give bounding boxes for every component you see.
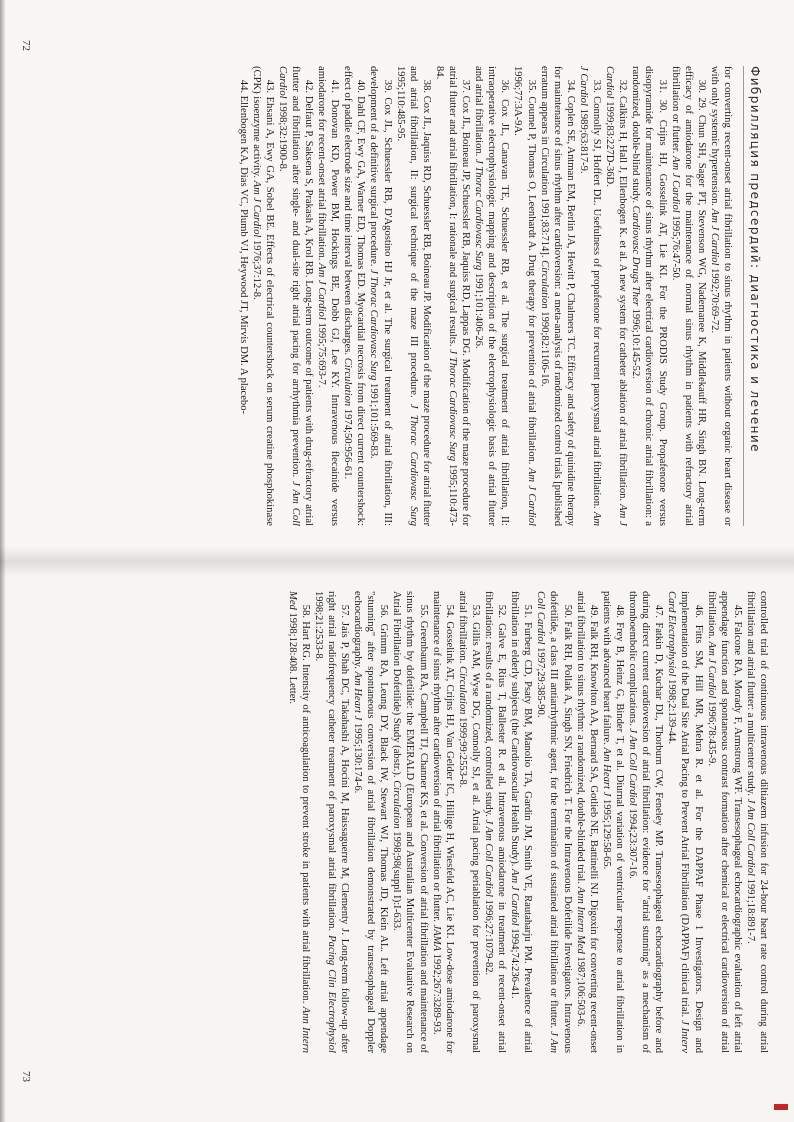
header-rule [743, 66, 744, 526]
citation-details: 1996;78:435-9. [705, 698, 717, 766]
citation-details: 1998;2:139-44. [666, 676, 678, 745]
journal-name: J Thorac Cardiovasc Surg [407, 403, 419, 526]
journal-name: J Am Coll Cardiol [483, 819, 495, 897]
citation-details: 1994;23:307-16. [627, 805, 639, 879]
reference-entry [534, 591, 573, 1053]
journal-name: J Interv Card Electrophysiol [666, 591, 691, 1053]
citation-details: 1987;106:503-6. [574, 953, 586, 1027]
reference-list-right [286, 591, 770, 1053]
citation-details: 1994;74:236-41. [509, 925, 521, 999]
journal-name: J Am Coll Cardiol [744, 798, 756, 876]
reference-text: 40. Dahl CF, Ewy GA, Warner ED, Thomas ED. Myocardial necrosis from direct current countershock: effect of paddle electrode size and time interval between discharges. [342, 66, 367, 526]
citation-details: 1996;10:145-52. [630, 305, 642, 379]
reference-text: 37. Cox JL, Boineau JP, Schuessler RB, Jaquiss RD, Lappas DG. Modification of the maze procedure for atrial flutter and atrial fibrillation, I: rationale and surgical results. [447, 66, 472, 526]
journal-name: J Thorac Cardiovasc Surg [368, 269, 380, 381]
citation-details: 1976;37:12-8. [250, 237, 262, 300]
reference-entry [538, 66, 577, 526]
reference-text: 39. Cox JL, Schuessler RB, D'Agostino HJ Jr, et al. The surgical treatment of atrial fibrillation, III: development of a definitive surgical procedure. [368, 66, 393, 526]
journal-name: Am Heart J [352, 671, 364, 721]
journal-name: Am J Cardiol [509, 869, 521, 926]
reference-entry [482, 591, 508, 1053]
citation-details: 1995;129:58-65. [600, 796, 612, 870]
journal-name: Am J Cardiol [705, 641, 717, 699]
journal-name: Circulation [538, 260, 550, 309]
reference-entry [456, 591, 482, 1053]
reference-text: controlled trial of continuous intravenous diltiazem infusion for 24-hour heart rate control during atrial fibrillation and atrial flutter: a multicenter study. [744, 591, 769, 1053]
reference-entry [511, 66, 537, 526]
reference-entry [626, 591, 665, 1053]
citation-details: 1991;101:569-83. [368, 380, 380, 459]
citation-details: 1995;110:485-95. [394, 66, 406, 142]
journal-name: J Thorac Cardiovasc Surg [473, 158, 485, 271]
citation-details: 1995;130:174-6. [352, 720, 364, 794]
reference-entry [574, 591, 600, 1053]
citation-details: 1998;128:408. Letter. [286, 609, 298, 704]
journal-name: Cardiovasc Drugs Ther [630, 205, 642, 306]
reference-text: 33. Connolly SJ, Hoffert DL. Usefulness of propafenone for recurrent paroxysmal atrial fibrillation. [591, 79, 603, 512]
reference-entry [312, 591, 351, 1053]
reference-text: 35. Coumel P, Thomas O, Leenhardt A. Drug therapy for prevention of atrial fibrillation. [525, 79, 537, 468]
reference-text: 50. Falk RH, Pollak A, Singh SN, Friedrich T. For the Intravenous Dofetilide Investigators. Intravenous dofetilide, a class III antiarrhythmic agent, for the termination of sustained atrial fibrillation or flutter. [548, 591, 573, 1053]
reference-text: 47. Fatkin D, Kuchar DL, Thorburn CW, Feneley MP. Transesophageal echocardiography before and during direct current cardioversion of atrial fibrillation: evidence for "atrial stunning" as a mechanism of thromboembolic complications. [627, 591, 665, 1053]
reference-text: 36. Cox JL, Canavan TE, Schuessler RB, et al. The surgical treatment of atrial fibrillation, II: intraoperative electrophysiologic mapping and description of the electrophysiologic basis of atrial flutter and atrial fibrillation. [473, 66, 511, 526]
reference-entry [508, 591, 534, 1053]
journal-name: Am J Cardiol [316, 263, 328, 320]
journal-name: Am J Cardiol [250, 180, 262, 238]
reference-entry [577, 66, 603, 526]
reference-entry [351, 591, 390, 1053]
reference-text: 58. Hart RG. Intensity of anticoagulation to prevent stroke in patients with atrial fibrillation. [299, 604, 311, 1007]
right-page [0, 561, 794, 1122]
journal-name: Am J Cardiol [577, 66, 603, 526]
journal-name: Am J Cardiol [604, 66, 629, 526]
journal-name: Am J Cardiol [525, 467, 537, 526]
reference-text: 48. Frey B, Heinz G, Binder T, et al. Diurnal variation of ventricular response to atrial fibrillation in patients with advanced heart failure. [600, 591, 625, 1053]
reference-entry [341, 66, 367, 526]
reference-entry [600, 591, 626, 1053]
reference-text: 34. Coplen SE, Antman EM, Berlin JA, Hewitt P, Chalmers TC. Efficacy and safety of quinidine therapy for maintenance of sinus rhythm after cardioversion: a meta-analysis of randomized control trials [published erratum appears in Circulation 1991;83:714]. [538, 66, 576, 526]
reference-entry [472, 66, 511, 526]
journal-name: Circulation [391, 780, 403, 829]
reference-continuation [708, 66, 734, 526]
journal-name: Am J Cardiol [708, 208, 720, 266]
reference-text: 52. Galve E, Rius T, Ballester R. et al. Intravenous amiodarone in treatment of recent-onset atrial fibrillation: results of a randomized, controlled study. [483, 591, 508, 1053]
citation-details: 1997;29:385-90. [535, 644, 547, 718]
citation-details: 1992;267:3289-93. [430, 951, 442, 1035]
running-head: Фибрилляция предсердий: диагностика и лечение [748, 66, 762, 453]
page-number-right: 73 [20, 1071, 32, 1082]
reference-entry [430, 591, 456, 1053]
reference-text: 38. Cox JL, Jaquiss RD, Schuessler RB, Boineau JP. Modification of the maze procedure for atrial flutter and atrial fibrillation, II: surgical technique of the maze III procedure. [407, 66, 432, 526]
reference-text: 41. Donovan KD, Power BM, Hockings BE, Dobb GJ, Lee KY. Intravenous flecainide versus amiodarone for recent-onset atrial fibrillation. [316, 66, 341, 526]
reference-list-left [236, 66, 734, 526]
reference-entry [669, 66, 708, 526]
journal-name: J Am Coll Cardiol [627, 728, 639, 806]
reference-text: 49. Falk RH, Knowlton AA, Bernard SA, Gotlieb NE, Battinelli NJ. Digoxin for converting recent-onset atrial fibrillation to sinus rhythm: a randomized, double-blinded trial. [574, 591, 599, 1053]
citation-details: 1998;98(suppl I):I-633. [391, 828, 403, 931]
reference-entry [433, 66, 472, 526]
journal-name: Pacing Clin Electrophysiol [325, 935, 337, 1053]
page-edge-shadow [0, 0, 6, 1122]
reference-text: for converting recent-onset atrial fibrillation to sinus rhythm in patients without organic heart disease or with only systemic hypertension. [708, 66, 733, 526]
journal-name: Ann Intern Med [286, 591, 311, 1053]
reference-text: 43. Ehsani A, Ewy GA, Sobel BE. Effects of electrical countershock on serum creatine phosphokinase (CPK) isoenzyme activity. [250, 66, 275, 526]
reference-text: 56. Grimm RA, Leung DY, Black IW, Stewart WJ, Thomas JD, Klein AL. Left atrial appendage "stunning" after spontaneous conversion of atrial fibrillation demonstrated by transesophageal Doppler echocardiography. [352, 591, 390, 1053]
reference-continuation [744, 591, 770, 1053]
reference-text: 55. Greenbaum RA, Campbell TJ, Channer KS, et al. Conversion of atrial fibrillation and maintenance of sinus rhythm by dofetilide: the EMERALD (European and Australian Multicenter Evaluative Research on Atrial Fibrillation Dofetilide) Study (abstr.). [391, 591, 429, 1053]
reference-entry [603, 66, 629, 526]
reference-entry [367, 66, 393, 526]
citation-details: 1996;77:3A-9A. [512, 66, 524, 136]
reference-text: 54. Gosselink AT, Crijns HJ, Van Gelder IC, Hillige H, Wiesfeld AC, Lie KI. Low-dose amiodarone for maintenance of sinus rhythm after cardioversion of atrial fibrillation or flutter. [430, 591, 455, 1053]
journal-name: Am J Cardiol [669, 156, 681, 213]
journal-name: Am Heart J [600, 747, 612, 797]
citation-details: 1990;82:1106-16. [538, 308, 550, 387]
reference-entry [629, 66, 668, 526]
journal-name: Circulation [342, 357, 354, 407]
citation-details: 1989;63:817-9. [577, 105, 589, 174]
reference-entry [705, 591, 744, 1053]
reference-text: 45. Falcone RA, Morady F, Armstrong WF. Transesophageal echocardiographic evaluation of left atrial appendage function and spontaneous contrast formation after chemical or electrical cardioversion of atrial fibrillation. [705, 591, 743, 1053]
journal-name: J Am Coll Cardiol [535, 591, 560, 1053]
citation-details: 1996;27:1079-82. [483, 896, 495, 976]
reference-entry [665, 591, 704, 1053]
reference-entry [236, 66, 249, 526]
reference-text: 32. Calkins H, Hall J, Ellenbogen K. et al. A new system for catheter ablation of atrial fibrillation. [617, 79, 629, 505]
bookmark-tab [774, 1104, 788, 1110]
citation-details: 1995;75:693-7. [316, 319, 328, 388]
reference-text: 44. Ellenbogen KA, Dias VC, Plumb VJ, Heywood JT, Mirvis DM. A placebo- [237, 79, 249, 415]
citation-details: 1991;18:891-7. [744, 876, 756, 944]
reference-entry [286, 591, 312, 1053]
reference-text: 30. 29. Chun SH, Sager PT, Stevenson WG, Nademanee K, Middlekauff HR, Singh BN. Long-term efficacy of amiodarone for the maintenance of normal sinus rhythm in patients with refractory atrial fibrillation or flutter. [669, 66, 707, 526]
journal-name: J Am Coll Cardiol [276, 66, 301, 526]
journal-name: Ann Intern Med [574, 886, 586, 954]
citation-details: 1999;99:2553-8. [456, 714, 468, 788]
reference-text: 42. Delfaut P, Saksena S, Prakash A, Krol RB. Long-term outcome of patients with drug-refractory atrial flutter and fibrillation after single- and dual-site right atrial pacing for arrhythmia prevention. [289, 66, 314, 526]
citation-details: 1992;70:69-72. [708, 265, 720, 334]
reference-entry [276, 66, 315, 526]
citation-details: 1999;83:227D-36D. [604, 98, 616, 187]
citation-details: 1998;32:1900-8. [276, 98, 288, 172]
citation-details: 1995;76:47-50. [669, 212, 681, 281]
reference-entry [390, 591, 429, 1053]
reference-entry [250, 66, 276, 526]
citation-details: 1995;110:473-84. [433, 66, 459, 526]
reference-text: 46. Fitts SM, Hill MR, Mehra R. et al. For the DAPPAF Phase 1 Investigators. Design and implementation of the Dual Site Atrial Pacing to Prevent Atrial Fibrillation (DAPPAF) clinical trial. [679, 591, 704, 1053]
reference-text: 31. 30. Crijns HJ, Gosselink AT, Lie KI. For the PRODIS Study Group. Propafenone versus disopyramide for maintenance of sinus rhythm after electrical cardioversion of chronic atrial fibrillation: a randomized, double-blind study. [630, 66, 668, 526]
citation-details: 1974;50:956-61. [342, 406, 354, 480]
reference-text: 51. Furberg CD, Psaty BM, Manolio TA, Gardin JM, Smith VE, Rautaharju PM. Prevalence of atrial fibrillation in elderly subjects (the Cardiovascular Health Study). [509, 591, 534, 1053]
reference-text: 57. Jais P, Shah DC, Takahashi A, Hocini M, Haissaguerre M, Clementy J. Long-term follow-up after right atrial radiofrequency catheter treatment of paroxysmal atrial fibrillation. [325, 591, 350, 1053]
citation-details: 1991;101:406-26. [473, 270, 485, 349]
reference-entry [394, 66, 433, 526]
journal-name: JAMA [430, 924, 442, 952]
reference-text: 53. Gillis AM, Wyse DG, Connolly SJ, et al. Atrial pacing periablation for prevention of paroxysmal atrial fibrillation. [456, 591, 481, 1053]
journal-name: Circulation [456, 666, 468, 715]
citation-details: 1998;21:2533-8. [312, 591, 324, 662]
page-number-left: 72 [20, 40, 32, 51]
journal-name: J Thorac Cardiovasc Surg [447, 349, 459, 462]
reference-entry [315, 66, 341, 526]
